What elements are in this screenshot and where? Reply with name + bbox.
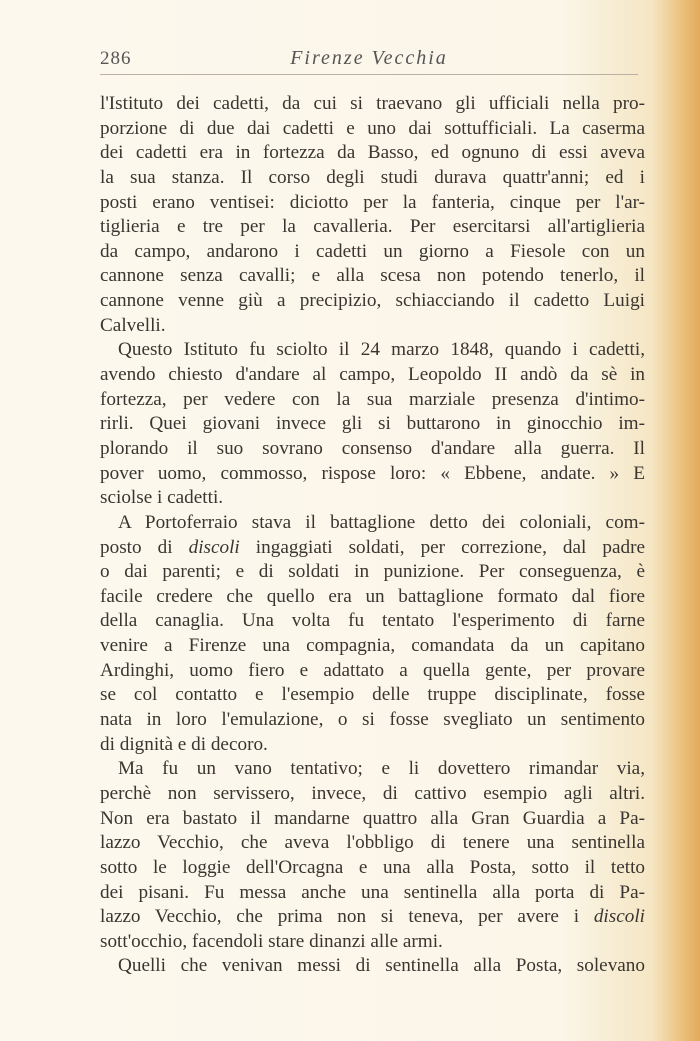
text-line: o dai parenti; e di soldati in punizione. Per conseguenza, è: [100, 561, 645, 583]
text-line: [100, 905, 645, 930]
text-line: sott'occhio, facendoli stare dinanzi alle armi.: [100, 930, 443, 952]
text-line: Ma fu un vano tentativo; e li dovettero rimandar via,: [118, 758, 645, 780]
text-line: avendo chiesto d'andare al campo, Leopoldo II andò da sè in: [100, 364, 645, 386]
text-line: Calvelli.: [100, 314, 166, 336]
body-text: [100, 92, 645, 979]
text-line: cannone venne giù a precipizio, schiacciando il cadetto Luigi: [100, 290, 645, 312]
text-line: l'Istituto dei cadetti, da cui si traevano gli ufficiali nella pro-: [100, 93, 645, 114]
text-line: facile credere che quello era un battaglione formato dal fiore: [100, 585, 645, 607]
text-line: la sua stanza. Il corso degli studi durava quattr'anni; ed i: [100, 166, 645, 188]
text-line: lazzo Vecchio, che aveva l'obbligo di tenere una sentinella: [100, 832, 645, 854]
text-line: nata in loro l'emulazione, o si fosse svegliato un sentimento: [100, 709, 645, 731]
running-title: Firenze Vecchia: [290, 47, 448, 69]
text-line: di dignità e di decoro.: [100, 733, 268, 755]
text-line: Non era bastato il mandarne quattro alla Gran Guardia a Pa-: [100, 807, 645, 829]
text-line: tiglieria e tre per la cavalleria. Per esercitarsi all'artiglieria: [100, 216, 645, 238]
text-line: Questo Istituto fu sciolto il 24 marzo 1848, quando i cadetti,: [118, 339, 645, 361]
text-line: posti erano ventisei: diciotto per la fanteria, cinque per l'ar-: [100, 191, 645, 213]
text-line: sotto le loggie dell'Orcagna e una alla Posta, sotto il tetto: [100, 856, 645, 878]
text-line: della canaglia. Una volta fu tentato l'esperimento di farne: [100, 610, 645, 632]
text-line: Quelli che venivan messi di sentinella alla Posta, solevano: [118, 955, 645, 977]
text-line: A Portoferraio stava il battaglione detto dei coloniali, com-: [118, 511, 645, 533]
text-line: dei pisani. Fu messa anche una sentinella alla porta di Pa-: [100, 881, 645, 903]
text-line: dei cadetti era in fortezza da Basso, ed ognuno di essi aveva: [100, 142, 645, 164]
page-number: 286: [100, 48, 132, 69]
text-segment: ingaggiati soldati, per correzione, dal padre: [239, 536, 645, 558]
running-head: [100, 46, 638, 75]
text-line: cannone senza cavalli; e alla scesa non potendo tenerlo, il: [100, 265, 645, 287]
text-line: porzione di due dai cadetti e uno dai sottufficiali. La caserma: [100, 117, 645, 139]
text-line: perchè non servissero, invece, di cattivo esempio agli altri.: [100, 782, 645, 804]
text-line: sciolse i cadetti.: [100, 487, 224, 509]
text-line: fortezza, per vedere con la sua marziale presenza d'intimo-: [100, 388, 645, 410]
text-segment: posto di: [100, 536, 189, 558]
text-line: [100, 536, 645, 561]
italic-word: discoli: [188, 536, 240, 558]
text-line: Ardinghi, uomo fiero e adattato a quella gente, per provare: [100, 659, 645, 681]
text-line: pover uomo, commosso, rispose loro: « Ebbene, andate. » E: [100, 462, 645, 484]
text-line: plorando il suo sovrano consenso d'andare alla guerra. Il: [100, 437, 645, 459]
text-line: se col contatto e l'esempio delle truppe disciplinate, fosse: [100, 684, 645, 706]
text-line: rirli. Quei giovani invece gli si buttarono in ginocchio im-: [100, 413, 645, 435]
text-line: da campo, andarono i cadetti un giorno a Fiesole con un: [100, 240, 645, 262]
text-segment: lazzo Vecchio, che prima non si teneva, per avere i: [100, 906, 594, 928]
italic-word: discoli: [593, 906, 645, 928]
text-line: venire a Firenze una compagnia, comandata da un capitano: [100, 635, 645, 657]
